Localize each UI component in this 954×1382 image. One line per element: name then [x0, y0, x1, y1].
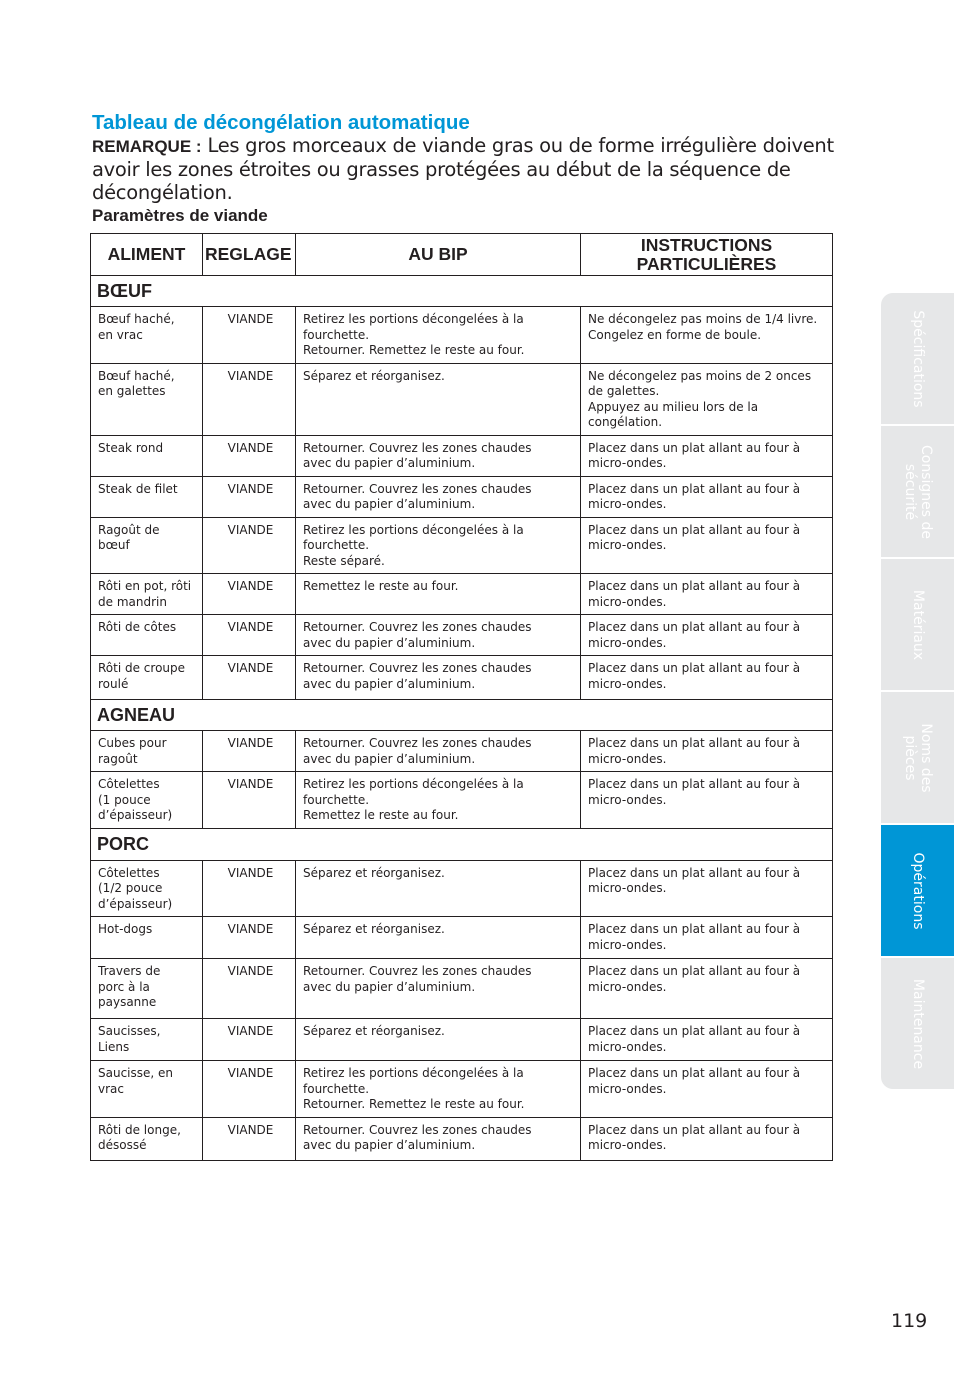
- food-cell: Rôti de longe, désossé: [91, 1117, 203, 1160]
- bip-cell: Retourner. Couvrez les zones chaudes avec du papier d’aluminium.: [296, 959, 581, 1019]
- food-cell: Saucisses, Liens: [91, 1019, 203, 1061]
- setting-cell: VIANDE: [203, 517, 296, 574]
- category-row: [91, 700, 833, 731]
- setting-cell: VIANDE: [203, 574, 296, 615]
- side-tab-4[interactable]: [881, 825, 954, 956]
- bip-cell: Retourner. Couvrez les zones chaudes avec du papier d’aluminium.: [296, 656, 581, 700]
- instructions-cell: Placez dans un plat allant au four à micro-ondes.: [581, 435, 833, 476]
- side-tab-label: Matériaux: [909, 589, 926, 660]
- food-cell: Rôti de croupe roulé: [91, 656, 203, 700]
- bip-cell: Retourner. Couvrez les zones chaudes avec du papier d’aluminium.: [296, 1117, 581, 1160]
- instructions-cell: Placez dans un plat allant au four à micro-ondes.: [581, 656, 833, 700]
- table-row: [91, 772, 833, 829]
- defrost-table-body: [91, 234, 833, 1161]
- setting-cell: VIANDE: [203, 476, 296, 517]
- table-row: [91, 656, 833, 700]
- table-row: [91, 1117, 833, 1160]
- instructions-cell: Placez dans un plat allant au four à micro-ondes.: [581, 476, 833, 517]
- bip-cell: Retourner. Couvrez les zones chaudes avec du papier d’aluminium.: [296, 476, 581, 517]
- bip-cell: Retirez les portions décongelées à la fourchette. Retourner. Remettez le reste au four.: [296, 307, 581, 364]
- setting-cell: VIANDE: [203, 656, 296, 700]
- bip-cell: Retourner. Couvrez les zones chaudes avec du papier d’aluminium.: [296, 731, 581, 772]
- instructions-cell: Placez dans un plat allant au four à micro-ondes.: [581, 1117, 833, 1160]
- category-label: AGNEAU: [91, 700, 833, 731]
- instructions-cell: Ne décongelez pas moins de 2 onces de galettes. Appuyez au milieu lors de la congélation.: [581, 363, 833, 435]
- bip-cell: Remettez le reste au four.: [296, 574, 581, 615]
- bip-cell: Retirez les portions décongelées à la fourchette. Reste séparé.: [296, 517, 581, 574]
- setting-cell: VIANDE: [203, 363, 296, 435]
- section-subtitle: Paramètres de viande: [92, 206, 268, 225]
- bip-cell: Retirez les portions décongelées à la fourchette. Retourner. Remettez le reste au four.: [296, 1061, 581, 1118]
- header-aliment: ALIMENT: [91, 234, 203, 276]
- food-cell: Hot-dogs: [91, 917, 203, 959]
- food-cell: Côtelettes (1/2 pouce d’épaisseur): [91, 860, 203, 917]
- table-row: [91, 860, 833, 917]
- page-number: 119: [891, 1310, 928, 1332]
- instructions-cell: Placez dans un plat allant au four à micro-ondes.: [581, 1061, 833, 1118]
- setting-cell: VIANDE: [203, 1061, 296, 1118]
- food-cell: Cubes pour ragoût: [91, 731, 203, 772]
- instructions-cell: Placez dans un plat allant au four à micro-ondes.: [581, 574, 833, 615]
- side-tabs: [881, 293, 954, 1091]
- table-row: [91, 731, 833, 772]
- side-tab-label: Noms des pièces: [901, 722, 934, 793]
- instructions-cell: Placez dans un plat allant au four à micro-ondes.: [581, 615, 833, 656]
- setting-cell: VIANDE: [203, 860, 296, 917]
- bip-cell: Retourner. Couvrez les zones chaudes avec du papier d’aluminium.: [296, 435, 581, 476]
- setting-cell: VIANDE: [203, 1117, 296, 1160]
- food-cell: Bœuf haché, en galettes: [91, 363, 203, 435]
- setting-cell: VIANDE: [203, 731, 296, 772]
- page-title: Tableau de décongélation automatique: [92, 111, 470, 134]
- side-tab-3[interactable]: [881, 692, 954, 823]
- side-tab-label: Spécifications: [909, 309, 926, 408]
- bip-cell: Séparez et réorganisez.: [296, 363, 581, 435]
- food-cell: Rôti en pot, rôti de mandrin: [91, 574, 203, 615]
- setting-cell: VIANDE: [203, 435, 296, 476]
- bip-cell: Retirez les portions décongelées à la fourchette. Remettez le reste au four.: [296, 772, 581, 829]
- header-row: [91, 234, 833, 276]
- setting-cell: VIANDE: [203, 615, 296, 656]
- side-tab-2[interactable]: [881, 559, 954, 690]
- setting-cell: VIANDE: [203, 772, 296, 829]
- table-row: [91, 959, 833, 1019]
- note-label: REMARQUE :: [92, 137, 202, 156]
- bip-cell: Séparez et réorganisez.: [296, 1019, 581, 1061]
- table-row: [91, 1061, 833, 1118]
- food-cell: Steak rond: [91, 435, 203, 476]
- note-text: Les gros morceaux de viande gras ou de forme irrégulière doivent avoir les zones étroites ou grasses protégées au début de la séquence de décongélation.: [92, 134, 834, 204]
- setting-cell: VIANDE: [203, 307, 296, 364]
- table-row: [91, 917, 833, 959]
- food-cell: Rôti de côtes: [91, 615, 203, 656]
- instructions-cell: Ne décongelez pas moins de 1/4 livre. Congelez en forme de boule.: [581, 307, 833, 364]
- bip-cell: Séparez et réorganisez.: [296, 917, 581, 959]
- header-reglage: REGLAGE: [203, 234, 296, 276]
- setting-cell: VIANDE: [203, 1019, 296, 1061]
- side-tab-1[interactable]: [881, 426, 954, 557]
- side-tab-label: Consignes de sécurité: [901, 444, 934, 539]
- food-cell: Bœuf haché, en vrac: [91, 307, 203, 364]
- table-row: [91, 517, 833, 574]
- side-tab-label: Opérations: [909, 852, 926, 929]
- instructions-cell: Placez dans un plat allant au four à micro-ondes.: [581, 860, 833, 917]
- category-row: [91, 276, 833, 307]
- header-au-bip: AU BIP: [296, 234, 581, 276]
- setting-cell: VIANDE: [203, 959, 296, 1019]
- food-cell: Saucisse, en vrac: [91, 1061, 203, 1118]
- bip-cell: Retourner. Couvrez les zones chaudes avec du papier d’aluminium.: [296, 615, 581, 656]
- table-row: [91, 615, 833, 656]
- category-label: BŒUF: [91, 276, 833, 307]
- table-row: [91, 1019, 833, 1061]
- food-cell: Steak de filet: [91, 476, 203, 517]
- instructions-cell: Placez dans un plat allant au four à micro-ondes.: [581, 772, 833, 829]
- instructions-cell: Placez dans un plat allant au four à micro-ondes.: [581, 1019, 833, 1061]
- setting-cell: VIANDE: [203, 917, 296, 959]
- table-row: [91, 363, 833, 435]
- header-instructions: INSTRUCTIONS PARTICULIÈRES: [581, 234, 833, 276]
- instructions-cell: Placez dans un plat allant au four à micro-ondes.: [581, 517, 833, 574]
- side-tab-label: Maintenance: [909, 978, 926, 1069]
- instructions-cell: Placez dans un plat allant au four à micro-ondes.: [581, 959, 833, 1019]
- food-cell: Côtelettes (1 pouce d’épaisseur): [91, 772, 203, 829]
- category-label: PORC: [91, 828, 833, 860]
- table-row: [91, 574, 833, 615]
- instructions-cell: Placez dans un plat allant au four à micro-ondes.: [581, 731, 833, 772]
- instructions-cell: Placez dans un plat allant au four à micro-ondes.: [581, 917, 833, 959]
- table-row: [91, 307, 833, 364]
- note-paragraph: [92, 134, 852, 204]
- bip-cell: Séparez et réorganisez.: [296, 860, 581, 917]
- side-tab-0[interactable]: [881, 293, 954, 424]
- table-row: [91, 476, 833, 517]
- side-tab-5[interactable]: [881, 958, 954, 1089]
- category-row: [91, 828, 833, 860]
- table-row: [91, 435, 833, 476]
- food-cell: Ragoût de bœuf: [91, 517, 203, 574]
- defrost-table: [90, 233, 833, 1161]
- food-cell: Travers de porc à la paysanne: [91, 959, 203, 1019]
